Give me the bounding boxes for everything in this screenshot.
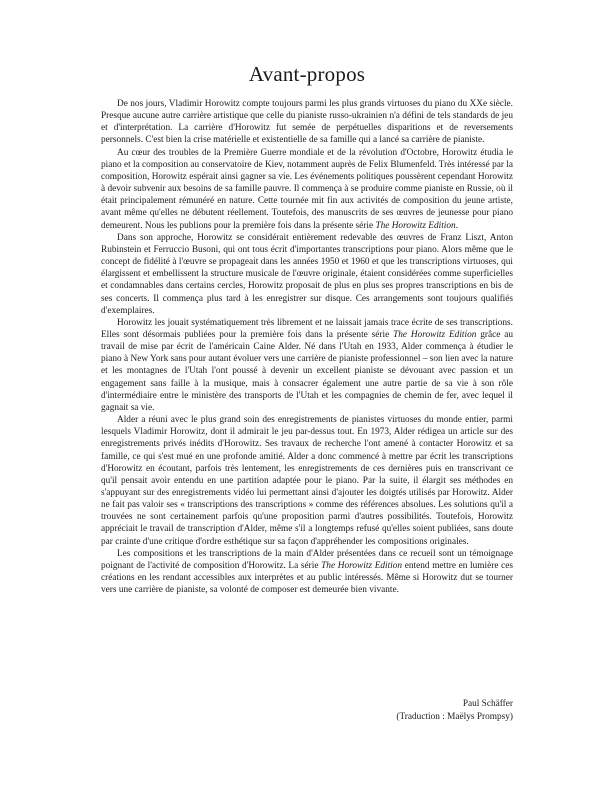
page-title: Avant-propos — [248, 62, 366, 86]
series-title-emphasis: The Horowitz Edition — [375, 220, 456, 231]
series-title-emphasis: The Horowitz Edition — [393, 329, 477, 340]
paragraph-4-text-end: grâce au travail de mise par écrit de l'américain Caine Alder. Né dans l'Utah en 1933, Alder commença à étudier le piano à New York sans pour autant évoluer vers une carrière de pianiste professionnel – son lien avec la nature et les montagnes de l'Utah l'ont poussé à devenir un excellent pianiste se dévouant avec passion et un engagement sans faille à la musique, mais à consacrer également une autre partie de sa vie à son rôle d'intermédiaire entre le ministère des transports de l'Utah et les compagnies de chemin de fer, avec lequel il gagnait sa vie. — [101, 329, 513, 413]
paragraph-5-text: Alder a réuni avec le plus grand soin des enregistrements de pianistes virtuoses du monde entier, parmi lesquels Vladimir Horowitz, dont il admirait le jeu par-dessus tout. En 1973, Alder rédigea un article sur des enregistrements privés inédits d'Horowitz. Ses travaux de recherche l'ont amené à contacter Horowitz et sa famille, ce qui s'est mué en une profonde amitié. Alder a donc commencé à mettre par écrit les transcriptions d'Horowitz en écoutant, parfois très lentement, les enregistrements de ces dernières puis en transcrivant ce qu'il pensait avoir entendu en une partition adaptée pour le piano. Par la suite, il élargit ses méthodes en s'appuyant sur des enregistrements vidéo lui permettant ainsi d'ajouter les doigtés utilisés par Horowitz. Alder ne fait pas valoir ses « transcriptions des transcriptions » comme des références absolues. Les solutions qu'il a trouvées ne sont certainement parfois qu'une proposition parmi d'autres possibilités. Toutefois, Horowitz appréciait le travail de transcription d'Alder, même s'il a longtemps refusé qu'elles soient publiées, sans doute par crainte d'une critique d'ordre esthétique sur sa façon d'appréhender les compositions originales. — [101, 415, 513, 547]
paragraph-6 — [101, 548, 513, 597]
paragraph-1-text: De nos jours, Vladimir Horowitz compte toujours parmi les plus grands virtuoses du piano du XXe siècle. Presque aucune autre carrière artistique que celle du pianiste russo-ukrainien n'a défini de tels standards de jeu et d'interprétation. La carrière d'Horowitz fut semée de perpétuelles disparitions et de reversements personnels. C'est bien la crise matérielle et existentielle de sa famille qui a lancé sa carrière de pianiste. — [101, 99, 513, 146]
paragraph-5 — [101, 414, 513, 548]
paragraph-2-text-end: . — [455, 220, 459, 231]
paragraph-1 — [101, 98, 513, 147]
signature-block — [396, 698, 513, 724]
paragraph-3-text: Dans son approche, Horowitz se considérait entièrement redevable des œuvres de Franz Liszt, Anton Rubinstein et Ferruccio Busoni, qui ont tous écrit d'importantes transcriptions pour piano. Alors même que le concept de fidélité à l'œuvre se propageait dans les années 1950 et 1960 et que les transcriptions virtuoses, qui élargissent et embellissent la structure musicale de l'œuvre originale, étaient considérées comme superficielles et condamnables dans certains cercles, Horowitz proposait de plus en plus ses propres transcriptions en bis de ses concerts. Il commença plus tard à les enregistrer sur disque. Ces arrangements sont toujours qualifiés d'exemplaires. — [101, 232, 513, 316]
paragraph-4 — [101, 317, 513, 414]
paragraph-6-text: Les compositions et les transcriptions de la main d'Alder présentées dans ce recueil sont un témoignage poignant de l'activité de composition d'Horowitz. La série — [101, 548, 513, 571]
paragraph-6-text-end: entend mettre en lumière ces créations en les rendant accessibles aux interprètes et au public intéressés. Même si Horowitz dut se tourner vers une carrière de pianiste, sa volonté de composer est demeurée bien vivante. — [101, 560, 513, 596]
paragraph-2 — [101, 147, 513, 232]
author-name: Paul Schäffer — [462, 699, 513, 709]
paragraph-4-text: Horowitz les jouait systématiquement très librement et ne laissait jamais trace écrite de ses transcriptions. Elles sont désormais publiées pour la première fois dans la présente série — [101, 317, 513, 340]
series-title-emphasis: The Horowitz Edition — [321, 560, 403, 571]
paragraph-3 — [101, 232, 513, 317]
paragraph-2-text: Au cœur des troubles de la Première Guerre mondiale et de la révolution d'Octobre, Horowitz étudia le piano et la composition au conservatoire de Kiev, notamment auprès de Felix Blumenfeld. Très intéressé par la composition, Horowitz espérait ainsi gagner sa vie. Les événements politiques poussèrent cependant Horowitz à devoir subvenir aux besoins de sa famille pauvre. Il commença à se produire comme pianiste en Russie, où il était principalement rémunéré en nature. Cette tournée mit fin aux activités de composition du jeune artiste, avant même qu'elles ne débutent réellement. Toutefois, des manuscrits de ses œuvres de jeunesse pour piano demeurent. Nous les publions pour la première fois dans la présente série — [101, 147, 513, 231]
body-text — [101, 98, 513, 596]
translator-credit: (Traduction : Maëlys Prompsy) — [396, 712, 513, 722]
